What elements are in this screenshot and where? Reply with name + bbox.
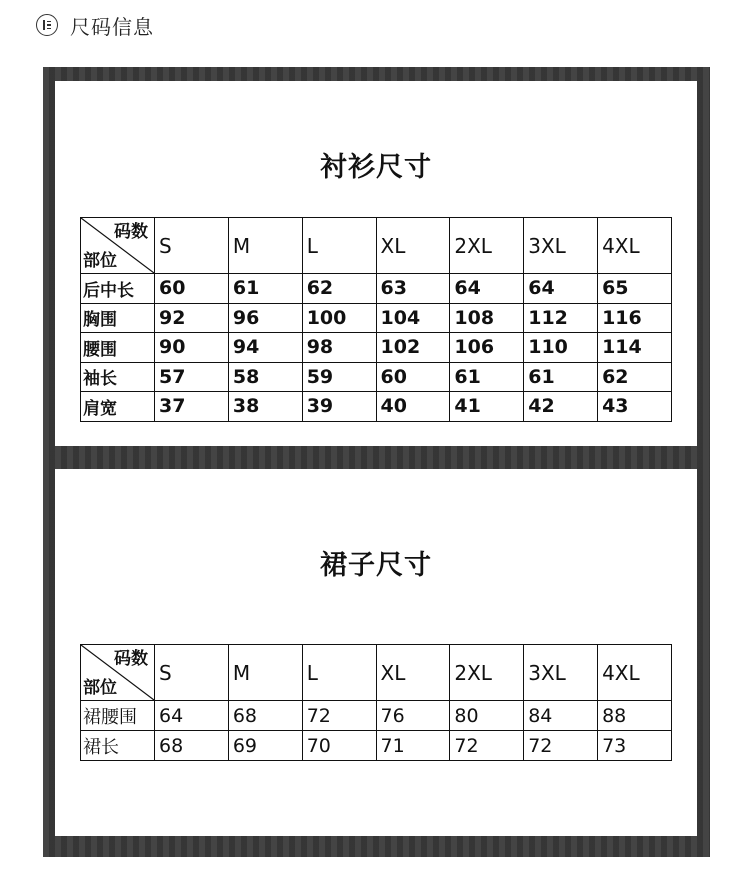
table-cell: 72 (450, 731, 524, 761)
table-row (81, 392, 672, 422)
shirt-size-table (80, 217, 672, 422)
table-cell: 60 (155, 274, 229, 304)
row-label: 胸围 (81, 303, 155, 333)
column-header: M (228, 645, 302, 701)
section-header (36, 8, 154, 42)
table-cell: 59 (302, 362, 376, 392)
row-label: 肩宽 (81, 392, 155, 422)
table-cell: 92 (155, 303, 229, 333)
column-header: 2XL (450, 218, 524, 274)
table-header-row (81, 218, 672, 274)
table-cell: 40 (376, 392, 450, 422)
table-cell: 104 (376, 303, 450, 333)
table-cell: 37 (155, 392, 229, 422)
table-cell: 100 (302, 303, 376, 333)
table-cell: 114 (598, 333, 672, 363)
table-cell: 90 (155, 333, 229, 363)
corner-header-cell (81, 218, 155, 274)
table-row (81, 274, 672, 304)
table-row (81, 701, 672, 731)
table-cell: 63 (376, 274, 450, 304)
table-cell: 80 (450, 701, 524, 731)
table-cell: 64 (450, 274, 524, 304)
column-header: 4XL (598, 645, 672, 701)
column-header: S (155, 218, 229, 274)
table-cell: 70 (302, 731, 376, 761)
column-header: XL (376, 218, 450, 274)
table-cell: 84 (524, 701, 598, 731)
table-cell: 42 (524, 392, 598, 422)
row-label: 腰围 (81, 333, 155, 363)
table-cell: 61 (228, 274, 302, 304)
table-cell: 76 (376, 701, 450, 731)
table-cell: 88 (598, 701, 672, 731)
size-chart-frame (43, 67, 710, 857)
column-header: M (228, 218, 302, 274)
table-cell: 73 (598, 731, 672, 761)
row-label: 后中长 (81, 274, 155, 304)
table-header-row (81, 645, 672, 701)
column-header: L (302, 218, 376, 274)
table-cell: 69 (228, 731, 302, 761)
table-cell: 72 (302, 701, 376, 731)
column-header: XL (376, 645, 450, 701)
corner-part-label: 部位 (83, 678, 117, 698)
table-cell: 110 (524, 333, 598, 363)
column-header: 2XL (450, 645, 524, 701)
table-cell: 41 (450, 392, 524, 422)
table-row (81, 333, 672, 363)
table-cell: 60 (376, 362, 450, 392)
column-header: S (155, 645, 229, 701)
corner-size-label: 码数 (114, 222, 148, 242)
shirt-size-title: 衬衫尺寸 (320, 152, 432, 183)
table-cell: 62 (598, 362, 672, 392)
table-row (81, 362, 672, 392)
skirt-size-panel (55, 469, 697, 836)
table-cell: 61 (524, 362, 598, 392)
table-cell: 39 (302, 392, 376, 422)
table-row (81, 303, 672, 333)
table-cell: 94 (228, 333, 302, 363)
table-cell: 65 (598, 274, 672, 304)
table-cell: 43 (598, 392, 672, 422)
table-cell: 71 (376, 731, 450, 761)
table-cell: 38 (228, 392, 302, 422)
table-cell: 108 (450, 303, 524, 333)
skirt-size-table (80, 644, 672, 761)
corner-header-cell (81, 645, 155, 701)
corner-part-label: 部位 (83, 251, 117, 271)
row-label: 裙腰围 (81, 701, 155, 731)
table-cell: 98 (302, 333, 376, 363)
table-cell: 102 (376, 333, 450, 363)
column-header: 3XL (524, 645, 598, 701)
skirt-size-title: 裙子尺寸 (320, 550, 432, 581)
column-header: L (302, 645, 376, 701)
table-cell: 116 (598, 303, 672, 333)
table-cell: 57 (155, 362, 229, 392)
column-header: 3XL (524, 218, 598, 274)
row-label: 裙长 (81, 731, 155, 761)
table-cell: 112 (524, 303, 598, 333)
table-cell: 96 (228, 303, 302, 333)
corner-size-label: 码数 (114, 649, 148, 669)
table-cell: 68 (228, 701, 302, 731)
table-row (81, 731, 672, 761)
shirt-size-panel (55, 81, 697, 446)
table-cell: 62 (302, 274, 376, 304)
row-label: 袖长 (81, 362, 155, 392)
table-cell: 64 (155, 701, 229, 731)
table-cell: 72 (524, 731, 598, 761)
header-title: 尺码信息 (70, 14, 154, 39)
table-cell: 58 (228, 362, 302, 392)
info-badge-icon (36, 14, 58, 36)
table-cell: 61 (450, 362, 524, 392)
table-cell: 68 (155, 731, 229, 761)
table-cell: 106 (450, 333, 524, 363)
table-cell: 64 (524, 274, 598, 304)
column-header: 4XL (598, 218, 672, 274)
